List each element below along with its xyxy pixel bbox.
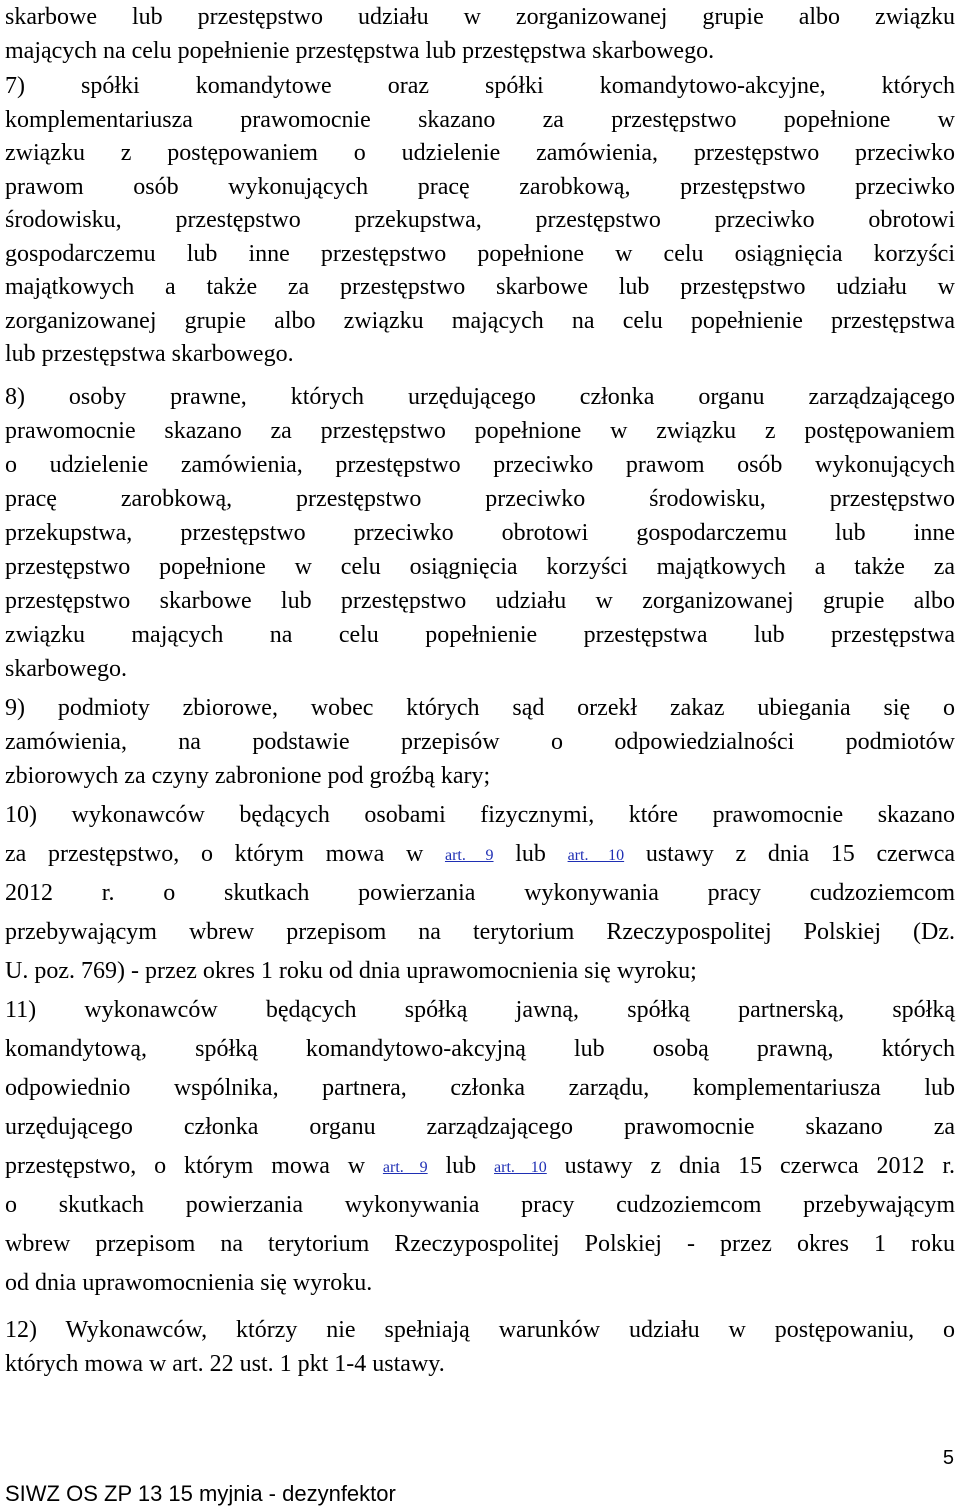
text-line: związku mających na celu popełnienie przestępstwa lub przestępstwa	[5, 622, 955, 648]
text-line: wbrew przepisom na terytorium Rzeczypospolitej Polskiej - przez okres 1 roku	[5, 1231, 955, 1257]
text-line: przebywającym wbrew przepisom na terytorium Rzeczypospolitej Polskiej (Dz.	[5, 919, 955, 945]
text-line: 12) Wykonawców, którzy nie spełniają warunków udziału w postępowaniu, o	[5, 1317, 955, 1343]
text-line: prawomocnie skazano za przestępstwo popełnione w związku z postępowaniem	[5, 418, 955, 444]
page-number: 5	[942, 1447, 954, 1469]
item-9	[5, 691, 955, 793]
text-line: 9) podmioty zbiorowe, wobec których sąd orzekł zakaz ubiegania się o	[5, 695, 955, 721]
document-footer: SIWZ OS ZP 13 15 myjnia - dezynfektor	[5, 1481, 396, 1506]
item-11	[5, 991, 955, 1303]
text-line: 8) osoby prawne, których urzędującego członka organu zarządzającego	[5, 384, 955, 410]
text-line: przestępstwo popełnione w celu osiągnięcia korzyści majątkowych a także za	[5, 554, 955, 580]
text-line: o udzielenie zamówienia, przestępstwo przeciwko prawom osób wykonujących	[5, 452, 955, 478]
text-line-with-links	[5, 1147, 955, 1186]
item-12	[5, 1313, 955, 1381]
art-9-link[interactable]: art. 9	[444, 847, 494, 864]
text-line: urzędującego członka organu zarządzającego prawomocnie skazano za	[5, 1114, 955, 1140]
art-9-link[interactable]: art. 9	[382, 1159, 428, 1176]
text-segment: za przestępstwo, o którym mowa w	[5, 841, 424, 867]
item-7	[5, 70, 955, 372]
text-segment: lub	[515, 841, 546, 867]
text-line: 7) spółki komandytowe oraz spółki komandytowo-akcyjne, których	[5, 73, 955, 99]
text-line: zorganizowanej grupie albo związku mających na celu popełnienie przestępstwa	[5, 307, 955, 334]
text-line: prawom osób wykonujących pracę zarobkową, przestępstwo przeciwko	[5, 173, 955, 200]
text-line: komandytową, spółką komandytowo-akcyjną lub osobą prawną, których	[5, 1036, 955, 1062]
text-line: gospodarczemu lub inne przestępstwo popełnione w celu osiągnięcia korzyści	[5, 240, 955, 267]
text-line: przekupstwa, przestępstwo przeciwko obrotowi gospodarczemu lub inne	[5, 520, 955, 546]
text-line: o skutkach powierzania wykonywania pracy cudzoziemcom przebywającym	[5, 1192, 955, 1218]
text-segment: przestępstwo, o którym mowa w	[5, 1153, 366, 1179]
text-line: środowisku, przestępstwo przekupstwa, przestępstwo przeciwko obrotowi	[5, 207, 955, 233]
text-line: pracę zarobkową, przestępstwo przeciwko środowisku, przestępstwo	[5, 486, 955, 512]
text-line: zamówienia, na podstawie przepisów o odpowiedzialności podmiotów	[5, 729, 955, 755]
text-segment: ustawy z dnia 15 czerwca 2012 r.	[564, 1153, 955, 1179]
text-line-with-links	[5, 835, 955, 874]
art-10-link[interactable]: art. 10	[567, 847, 625, 864]
text-line: od dnia uprawomocnienia się wyroku.	[5, 1270, 373, 1296]
text-segment: lub	[445, 1153, 477, 1179]
text-line: majątkowych a także za przestępstwo skarbowe lub przestępstwo udziału w	[5, 274, 955, 300]
text-line: 11) wykonawców będących spółką jawną, spółką partnerską, spółką	[5, 997, 955, 1023]
text-line: zbiorowych za czyny zabronione pod groźbą kary;	[5, 763, 491, 789]
text-line: skarbowe lub przestępstwo udziału w zorganizowanej grupie albo związku	[5, 4, 955, 30]
text-line: związku z postępowaniem o udzielenie zamówienia, przestępstwo przeciwko	[5, 140, 955, 166]
text-line: komplementariusza prawomocnie skazano za przestępstwo popełnione w	[5, 106, 955, 133]
item-10	[5, 796, 955, 991]
text-line: przestępstwo skarbowe lub przestępstwo udziału w zorganizowanej grupie albo	[5, 588, 955, 614]
text-line: U. poz. 769) - przez okres 1 roku od dnia uprawomocnienia się wyroku;	[5, 958, 697, 984]
text-line: odpowiednio wspólnika, partnera, członka zarządu, komplementariusza lub	[5, 1075, 955, 1101]
text-line: skarbowego.	[5, 656, 127, 682]
art-10-link[interactable]: art. 10	[494, 1159, 547, 1176]
item-8	[5, 380, 955, 686]
text-line: lub przestępstwa skarbowego.	[5, 341, 294, 367]
text-line: mających na celu popełnienie przestępstwa lub przestępstwa skarbowego.	[5, 37, 715, 64]
text-line: 10) wykonawców będących osobami fizycznymi, które prawomocnie skazano	[5, 802, 955, 828]
continuation-paragraph	[5, 1, 955, 68]
text-segment: ustawy z dnia 15 czerwca	[645, 841, 956, 867]
text-line: których mowa w art. 22 ust. 1 pkt 1-4 ustawy.	[5, 1351, 445, 1377]
text-line: 2012 r. o skutkach powierzania wykonywania pracy cudzoziemcom	[5, 880, 955, 906]
